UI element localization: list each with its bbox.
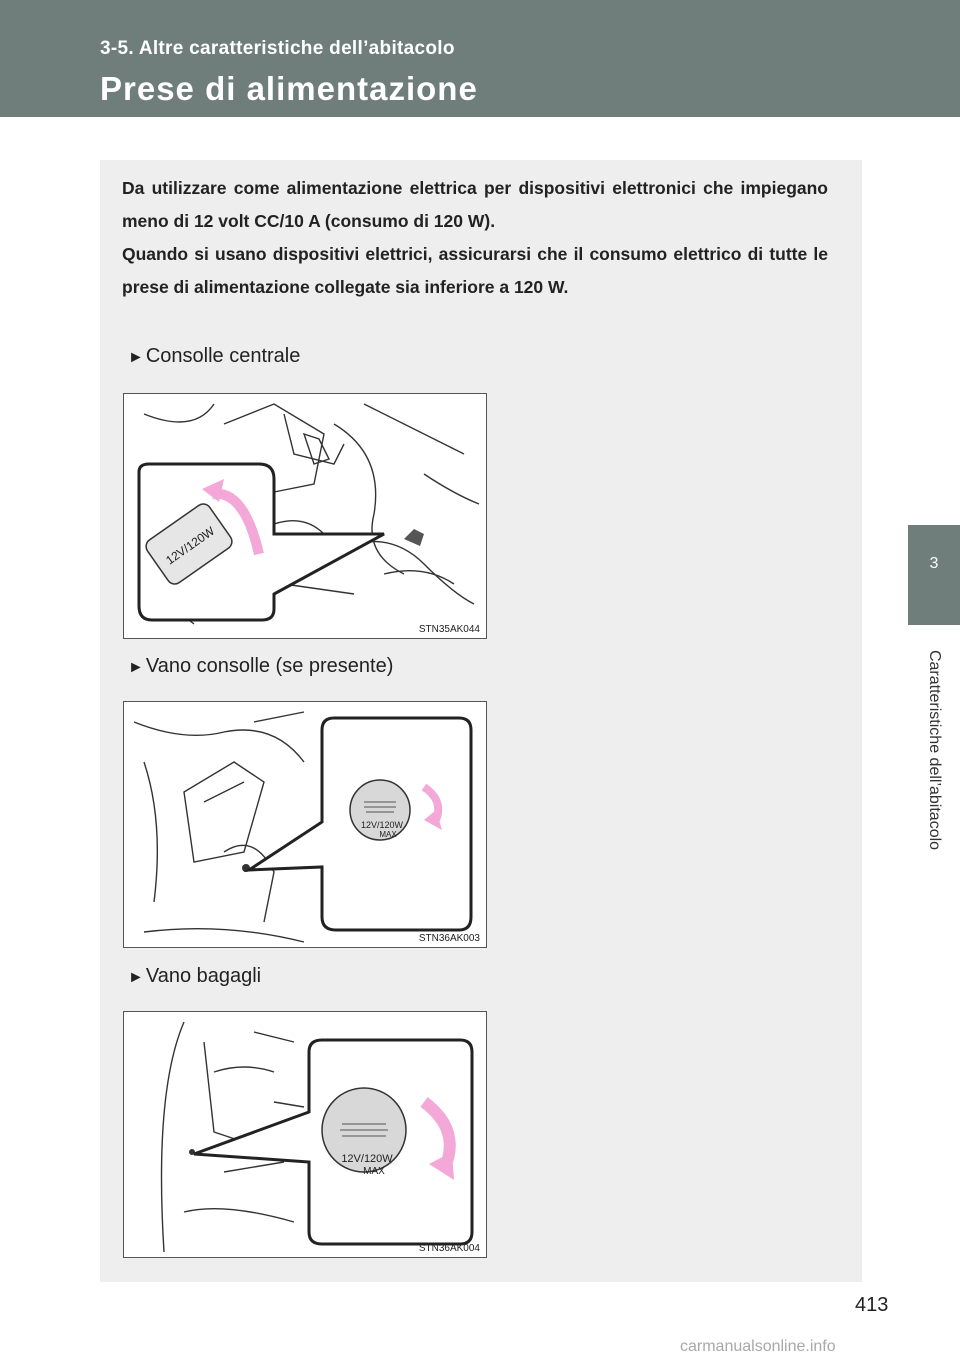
figure-console xyxy=(123,393,487,639)
section-label: 3-5. Altre caratteristiche dell’abitacolo xyxy=(100,38,455,59)
section-label-console: Consolle centrale xyxy=(145,345,301,367)
figure-code-console-box: STN36AK003 xyxy=(418,933,480,944)
intro-text xyxy=(122,172,828,304)
section-heading-console xyxy=(128,345,300,368)
figure-luggage xyxy=(123,1011,487,1258)
console-illustration xyxy=(124,394,486,638)
section-label-luggage: Vano bagagli xyxy=(145,965,262,987)
section-label-console-box: Vano consolle (se presente) xyxy=(145,655,394,677)
luggage-illustration xyxy=(124,1012,486,1257)
console-box-illustration xyxy=(124,702,486,947)
figure-console-box xyxy=(123,701,487,948)
bullet-triangle-icon: ► xyxy=(128,969,144,986)
section-heading-luggage xyxy=(128,965,261,988)
section-heading-console-box xyxy=(128,655,393,678)
bullet-triangle-icon: ► xyxy=(128,659,144,676)
socket-label-luggage-1: 12V/120W xyxy=(341,1153,393,1165)
chapter-tab-number[interactable]: 3 xyxy=(908,525,960,625)
socket-label-console: 12V/120W xyxy=(163,523,218,568)
intro-paragraph-2: Quando si usano dispositivi elettrici, assicurarsi che il consumo elettrico di tutte le prese di alimentazione collegate sia inferiore a 120 W. xyxy=(122,244,828,297)
intro-paragraph-1: Da utilizzare come alimentazione elettrica per dispositivi elettronici che impiegano meno di 12 volt CC/10 A (consumo di 120 W). xyxy=(122,178,828,231)
bullet-triangle-icon: ► xyxy=(128,349,144,366)
socket-label-luggage-2: MAX xyxy=(363,1166,385,1177)
watermark[interactable]: carmanualsonline.info xyxy=(680,1338,836,1355)
page-number: 413 xyxy=(855,1294,889,1316)
page-header xyxy=(0,0,960,117)
socket-label-console-box-1: 12V/120W xyxy=(360,820,404,830)
socket-label-console-box-2: MAX xyxy=(379,830,397,839)
figure-code-luggage: STN36AK004 xyxy=(418,1243,480,1254)
chapter-tab-label xyxy=(908,625,960,905)
chapter-tab-text: Caratteristiche dell’abitacolo xyxy=(926,649,943,851)
figure-code-console: STN35AK044 xyxy=(418,624,480,635)
page-title: Prese di alimentazione xyxy=(100,70,478,107)
